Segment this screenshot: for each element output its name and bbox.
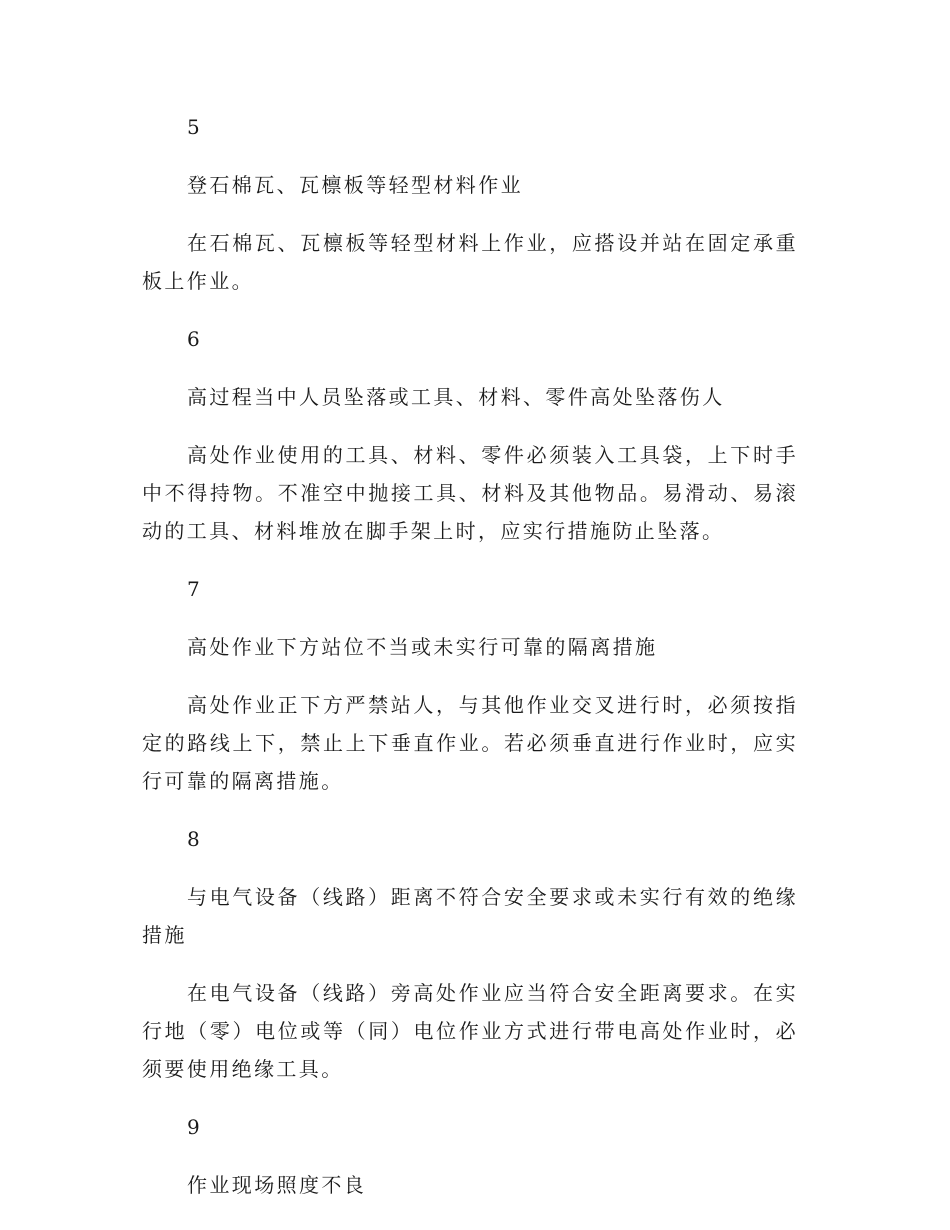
item-body: 高处作业正下方严禁站人，与其他作业交叉进行时，必须按指定的路线上下，禁止上下垂直作业。若必须垂直进行作业时，应实行可靠的隔离措施。 (142, 693, 798, 793)
item-number: 8 (187, 827, 200, 851)
item-title: 与电气设备（线路）距离不符合安全要求或未实行有效的绝缘措施 (142, 885, 798, 947)
item-title: 作业现场照度不良 (187, 1173, 367, 1197)
item-number: 7 (187, 577, 200, 601)
item-number: 6 (187, 327, 200, 351)
item-body: 在石棉瓦、瓦檩板等轻型材料上作业，应搭设并站在固定承重板上作业。 (142, 231, 798, 293)
item-number: 5 (187, 115, 200, 139)
item-body: 高处作业使用的工具、材料、零件必须装入工具袋，上下时手中不得持物。不准空中抛接工具、材料及其他物品。易滑动、易滚动的工具、材料堆放在脚手架上时，应实行措施防止坠落。 (142, 443, 798, 543)
item-title: 登石棉瓦、瓦檩板等轻型材料作业 (187, 173, 523, 197)
item-title: 高处作业下方站位不当或未实行可靠的隔离措施 (187, 635, 658, 659)
item-title: 高过程当中人员坠落或工具、材料、零件高处坠落伤人 (187, 385, 725, 409)
item-body: 在电气设备（线路）旁高处作业应当符合安全距离要求。在实行地（零）电位或等（同）电位作业方式进行带电高处作业时，必须要使用绝缘工具。 (142, 981, 798, 1081)
item-number: 9 (187, 1115, 200, 1139)
